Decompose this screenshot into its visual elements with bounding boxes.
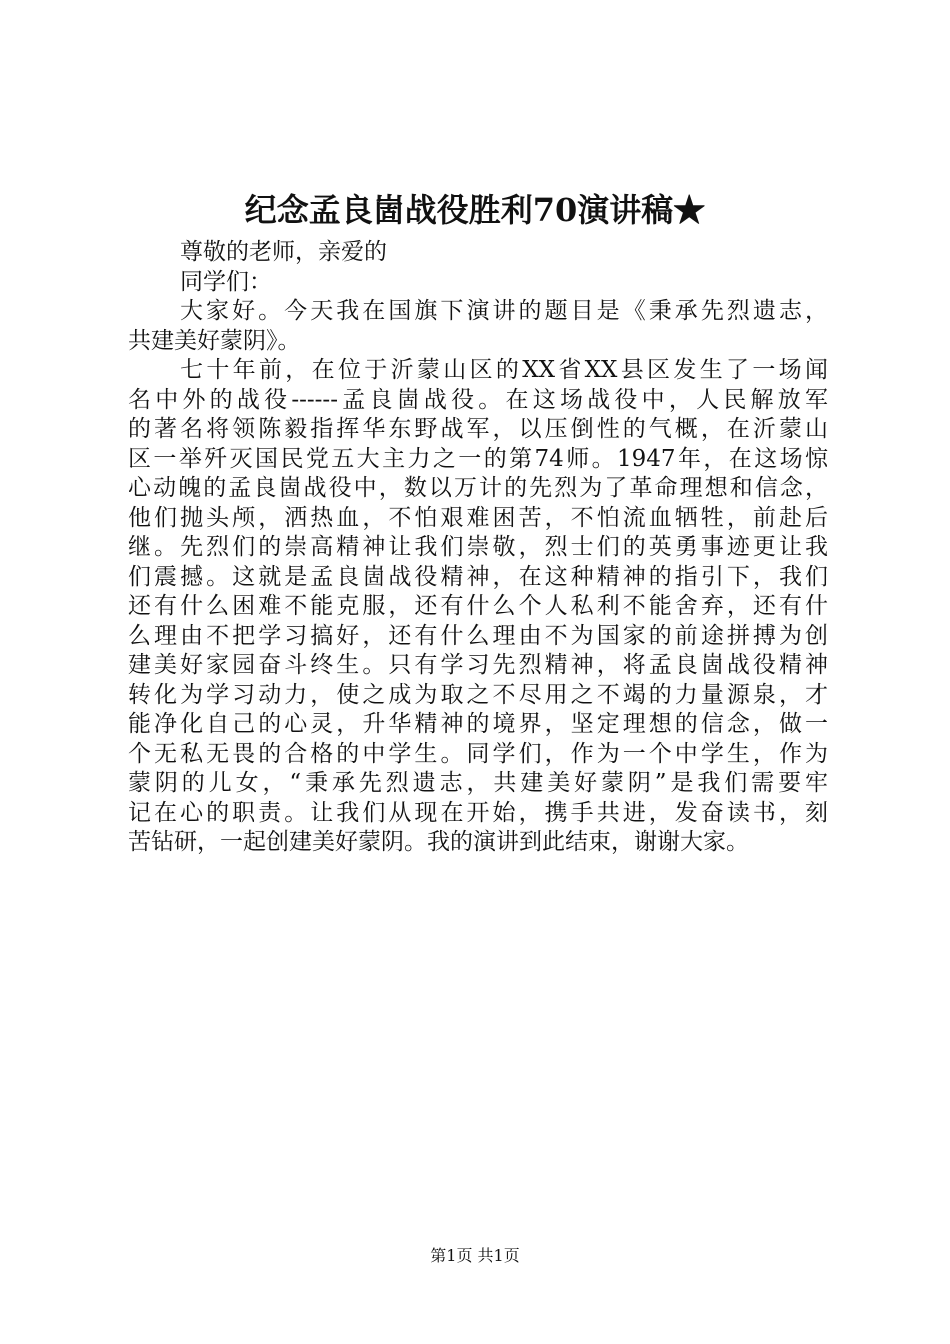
page-number-footer: 第1页 共1页 — [430, 1246, 520, 1265]
paragraph-line: 还有什么困难不能克服，还有什么个人私利不能舍弃，还有什 — [128, 593, 828, 619]
paragraph-line: 记在心的职责。让我们从现在开始，携手共进，发奋读书，刻 — [128, 799, 828, 826]
speech-body — [128, 238, 828, 858]
paragraph-line: 他们抛头颅，洒热血，不怕艰难困苦，不怕流血牺牲，前赴后 — [128, 504, 828, 531]
paragraph-line: 苦钻研，一起创建美好蒙阴。我的演讲到此结束，谢谢大家。 — [128, 829, 749, 855]
greeting-line: 尊敬的老师，亲爱的 — [180, 239, 387, 265]
paragraph-line: 共建美好蒙阴》。 — [128, 327, 301, 354]
paragraph-intro — [128, 297, 828, 356]
paragraph-line: 们震撼。这就是孟良崮战役精神，在这种精神的指引下，我们 — [128, 563, 828, 590]
document-title: 纪念孟良崮战役胜利70演讲稿★ — [244, 191, 706, 229]
paragraph-line: 转化为学习动力，使之成为取之不尽用之不竭的力量源泉，才 — [128, 681, 828, 708]
paragraph-line: 大家好。今天我在国旗下演讲的题目是《秉承先烈遗志， — [180, 298, 828, 324]
paragraph-line: 七十年前，在位于沂蒙山区的XX省XX县区发生了一场闻 — [180, 357, 828, 383]
paragraph-line: 心动魄的孟良崮战役中，数以万计的先烈为了革命理想和信念， — [128, 475, 828, 501]
paragraph-main — [128, 356, 828, 858]
paragraph-line: 名中外的战役------孟良崮战役。在这场战役中，人民解放军 — [128, 386, 828, 413]
paragraph-line: 蒙阴的儿女，“秉承先烈遗志，共建美好蒙阴”是我们需要牢 — [128, 770, 828, 796]
paragraph-line: 个无私无畏的合格的中学生。同学们，作为一个中学生，作为 — [128, 740, 828, 767]
paragraph-line: 继。先烈们的崇高精神让我们崇敬，烈士们的英勇事迹更让我 — [128, 534, 828, 560]
paragraph-line: 能净化自己的心灵，升华精神的境界，坚定理想的信念，做一 — [128, 711, 828, 737]
paragraph-line: 的著名将领陈毅指挥华东野战军，以压倒性的气概，在沂蒙山 — [128, 416, 828, 442]
greeting-line: 同学们： — [180, 268, 272, 295]
paragraph-line: 建美好家园奋斗终生。只有学习先烈精神，将孟良崮战役精神 — [128, 652, 828, 678]
paragraph-line: 么理由不把学习搞好，还有什么理由不为国家的前途拼搏为创 — [128, 622, 828, 649]
greeting — [128, 238, 828, 297]
paragraph-line: 区一举歼灭国民党五大主力之一的第74师。1947年，在这场惊 — [128, 445, 828, 472]
